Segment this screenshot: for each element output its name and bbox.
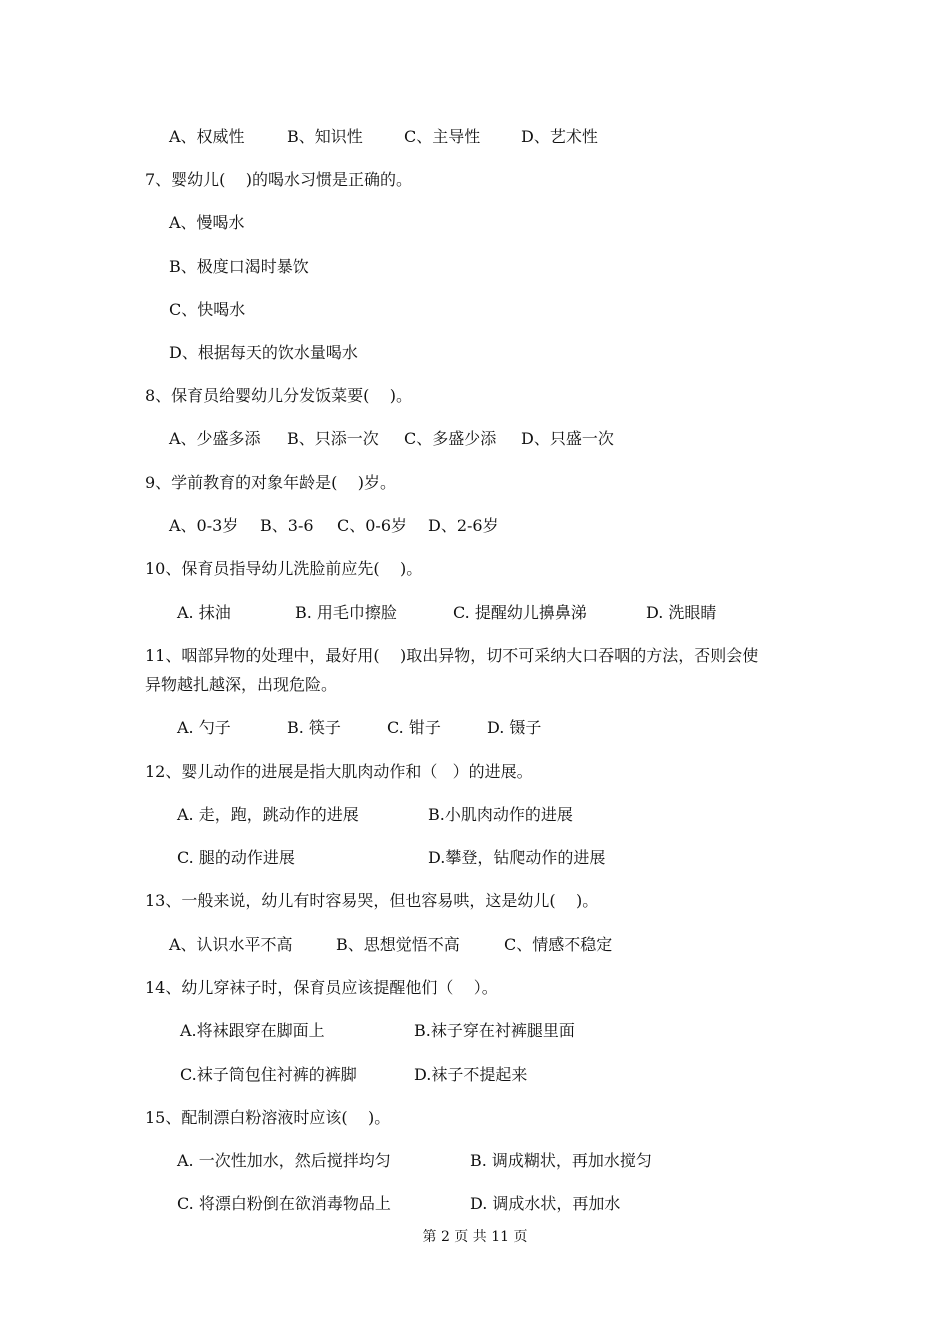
q14-option-b: B.袜子穿在衬裤腿里面	[414, 1021, 575, 1040]
q14-option-c: C.袜子筒包住衬裤的裤脚	[180, 1065, 357, 1084]
question-13: 13、一般来说，幼儿有时容易哭，但也容易哄，这是幼儿( )。	[145, 891, 599, 910]
q11-option-b: B. 筷子	[287, 718, 341, 737]
q15-option-c: C. 将漂白粉倒在欲消毒物品上	[177, 1194, 391, 1213]
q15-option-b: B. 调成糊状，再加水搅匀	[470, 1151, 652, 1170]
q12-option-d: D.攀登，钻爬动作的进展	[428, 848, 606, 867]
q9-option-a: A、0-3岁	[169, 516, 239, 535]
q14-option-a: A.将袜跟穿在脚面上	[180, 1021, 325, 1040]
q10-option-d: D. 洗眼睛	[646, 603, 717, 622]
q13-option-c: C、情感不稳定	[504, 935, 613, 954]
q7-option-a: A、慢喝水	[169, 213, 245, 232]
q9-option-b: B、3-6	[260, 516, 314, 535]
q12-option-c: C. 腿的动作进展	[177, 848, 295, 867]
q6-option-d: D、艺术性	[521, 127, 598, 146]
q15-option-a: A. 一次性加水，然后搅拌均匀	[177, 1151, 391, 1170]
question-11-line-1: 11、咽部异物的处理中，最好用( )取出异物，切不可采纳大口吞咽的方法，否则会使	[145, 646, 759, 665]
q7-option-d: D、根据每天的饮水量喝水	[169, 343, 358, 362]
question-11-line-2: 异物越扎越深，出现危险。	[145, 675, 338, 694]
question-8: 8、保育员给婴幼儿分发饭菜要( )。	[145, 386, 413, 405]
question-15: 15、配制漂白粉溶液时应该( )。	[145, 1108, 391, 1127]
q9-option-d: D、2-6岁	[428, 516, 499, 535]
q14-option-d: D.袜子不提起来	[414, 1065, 528, 1084]
q13-option-a: A、认识水平不高	[169, 935, 293, 954]
question-14: 14、幼儿穿袜子时，保育员应该提醒他们（ ）。	[145, 978, 498, 997]
q6-option-a: A、权威性	[169, 127, 245, 146]
q6-option-c: C、主导性	[404, 127, 481, 146]
question-12: 12、婴儿动作的进展是指大肌肉动作和（ ）的进展。	[145, 762, 533, 781]
q9-option-c: C、0-6岁	[337, 516, 408, 535]
q8-option-a: A、少盛多添	[169, 429, 261, 448]
q7-option-b: B、极度口渴时暴饮	[169, 257, 309, 276]
q10-option-c: C. 提醒幼儿擤鼻涕	[453, 603, 587, 622]
q13-option-b: B、思想觉悟不高	[336, 935, 460, 954]
question-7: 7、婴幼儿( )的喝水习惯是正确的。	[145, 170, 413, 189]
q11-option-a: A. 勺子	[177, 718, 231, 737]
q6-option-b: B、知识性	[287, 127, 363, 146]
q8-option-c: C、多盛少添	[404, 429, 497, 448]
q10-option-a: A. 抹油	[177, 603, 231, 622]
q11-option-c: C. 钳子	[387, 718, 441, 737]
q12-option-b: B.小肌肉动作的进展	[428, 805, 573, 824]
question-10: 10、保育员指导幼儿洗脸前应先( )。	[145, 559, 423, 578]
q12-option-a: A. 走，跑，跳动作的进展	[177, 805, 359, 824]
q7-option-c: C、快喝水	[169, 300, 246, 319]
question-9: 9、学前教育的对象年龄是( )岁。	[145, 473, 397, 492]
q8-option-b: B、只添一次	[287, 429, 379, 448]
q11-option-d: D. 镊子	[487, 718, 542, 737]
q10-option-b: B. 用毛巾擦脸	[295, 603, 397, 622]
q8-option-d: D、只盛一次	[521, 429, 614, 448]
page-footer: 第 2 页 共 11 页	[422, 1229, 528, 1245]
q15-option-d: D. 调成水状，再加水	[470, 1194, 621, 1213]
